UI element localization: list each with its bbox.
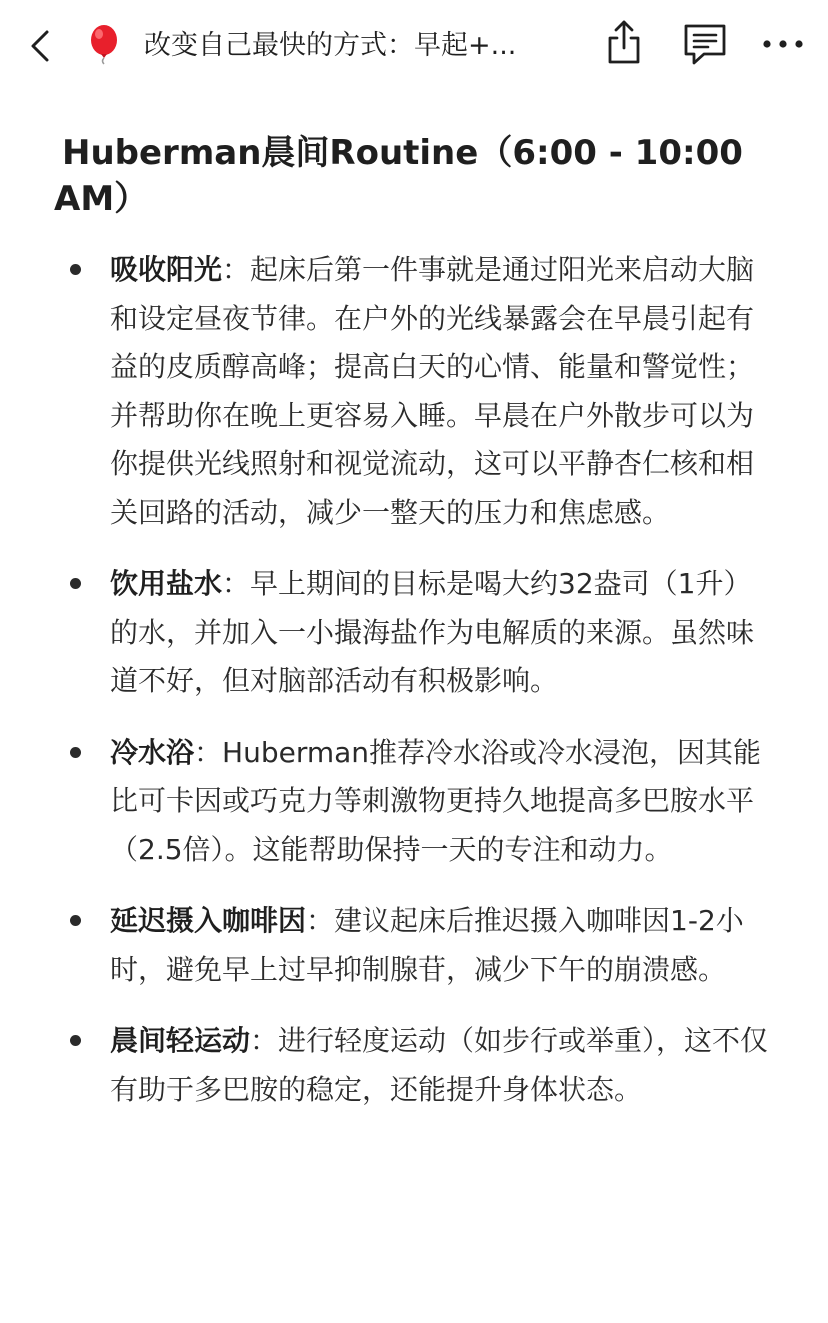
article-body: [0, 130, 828, 1137]
item-separator: ：: [222, 253, 251, 286]
bullet-dot: [70, 264, 81, 275]
item-separator: ：: [222, 567, 251, 600]
list-item: [0, 560, 828, 706]
balloon-icon: [84, 24, 124, 66]
list-item: [0, 897, 828, 994]
item-text: 早上期间的目标是喝大约32盎司（1升）的水，并加入一小撮海盐作为电解质的来源。虽然味道不好，但对脑部活动有积极影响。: [110, 567, 755, 697]
share-button[interactable]: [602, 16, 646, 68]
list-item: [0, 1017, 828, 1114]
bullet-dot: [70, 915, 81, 926]
article-heading: Huberman晨间Routine（6:00 - 10:00 AM）: [54, 133, 743, 219]
item-label: 吸收阳光: [110, 253, 223, 286]
item-text: 进行轻度运动（如步行或举重），这不仅有助于多巴胺的稳定，还能提升身体状态。: [110, 1024, 769, 1106]
bullet-dot: [70, 747, 81, 758]
chevron-left-icon: [28, 28, 52, 64]
more-dots-icon: [758, 26, 808, 62]
item-label: 晨间轻运动: [110, 1024, 251, 1057]
comment-button[interactable]: [680, 20, 730, 68]
top-nav-bar: [0, 0, 828, 92]
item-separator: ：: [250, 1024, 279, 1057]
more-button[interactable]: [758, 26, 808, 62]
list-item: [0, 729, 828, 875]
back-button[interactable]: [22, 26, 58, 66]
routine-list: [0, 246, 828, 1114]
item-separator: ：: [306, 904, 335, 937]
item-label: 延迟摄入咖啡因: [110, 904, 307, 937]
item-separator: ：: [194, 735, 223, 769]
comment-icon: [680, 20, 730, 68]
item-text: Huberman推荐冷水浴或冷水浸泡，因其能比可卡因或巧克力等刺激物更持久地提高多巴胺水平（2.5倍）。这能帮助保持一天的专注和动力。: [110, 735, 762, 866]
bullet-dot: [70, 578, 81, 589]
item-text: 起床后第一件事就是通过阳光来启动大脑和设定昼夜节律。在户外的光线暴露会在早晨引起有益的皮质醇高峰；提高白天的心情、能量和警觉性；并帮助你在晚上更容易入睡。早晨在户外散步可以为你提供光线照射和视觉流动，这可以平静杏仁核和相关回路的活动，减少一整天的压力和焦虑感。: [110, 253, 755, 529]
bullet-dot: [70, 1035, 81, 1046]
item-label: 饮用盐水: [110, 567, 223, 600]
item-label: 冷水浴: [110, 735, 195, 769]
share-icon: [602, 16, 646, 68]
list-item: [0, 246, 828, 537]
item-text: 建议起床后推迟摄入咖啡因1-2小时，避免早上过早抑制腺苷，减少下午的崩溃感。: [110, 904, 744, 986]
page-title: 改变自己最快的方式：早起+...: [144, 30, 517, 61]
